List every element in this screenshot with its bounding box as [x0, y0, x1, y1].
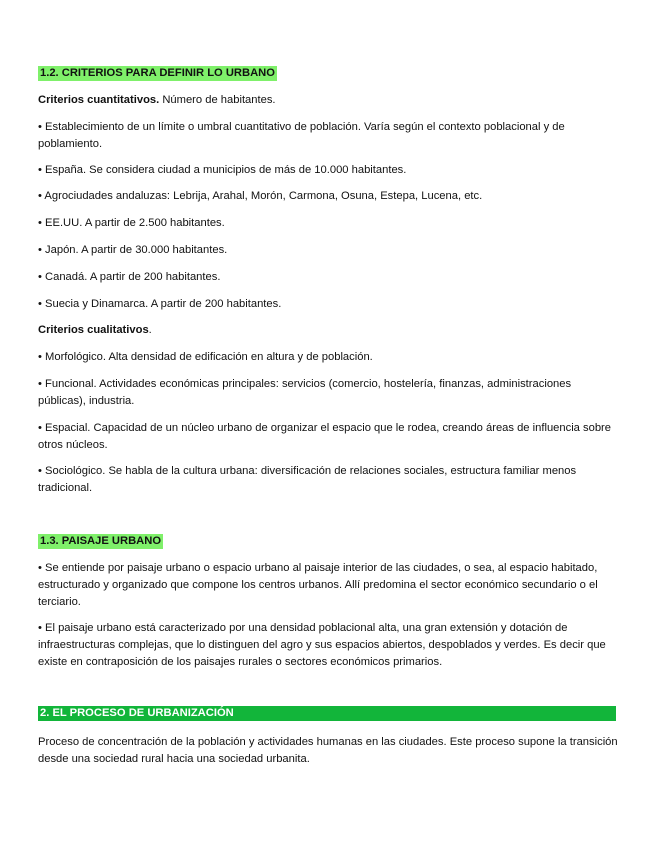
- bullet-paragraph: • Suecia y Dinamarca. A partir de 200 habitantes.: [38, 298, 282, 310]
- bullet-paragraph: • Japón. A partir de 30.000 habitantes.: [38, 244, 228, 256]
- section-heading-1-3: [38, 533, 618, 550]
- bullet-paragraph: • Funcional. Actividades económicas principales: servicios (comercio, hostelería, finanzas, administraciones públicas), industria.: [38, 378, 572, 407]
- heading-highlight-bar: 2. EL PROCESO DE URBANIZACIÓN: [38, 706, 616, 721]
- bullet-paragraph: • EE.UU. A partir de 2.500 habitantes.: [38, 217, 225, 229]
- paragraph-criterios-cualitativos: [38, 322, 618, 339]
- paragraph-text: .: [148, 324, 152, 336]
- bullet-paragraph: • Agrociudades andaluzas: Lebrija, Arahal, Morón, Carmona, Osuna, Estepa, Lucena, etc.: [38, 190, 483, 202]
- bold-label: Criterios cualitativos: [38, 324, 149, 336]
- bullet-paragraph: • Sociológico. Se habla de la cultura urbana: diversificación de relaciones sociales, estructura familiar menos tradicional.: [38, 465, 577, 494]
- bullet-paragraph: • Canadá. A partir de 200 habitantes.: [38, 271, 221, 283]
- bullet-paragraph: • Morfológico. Alta densidad de edificación en altura y de población.: [38, 351, 373, 363]
- section-heading-2: [38, 706, 618, 721]
- bullet-paragraph: • España. Se considera ciudad a municipios de más de 10.000 habitantes.: [38, 164, 407, 176]
- bullet-paragraph: • Se entiende por paisaje urbano o espacio urbano al paisaje interior de las ciudades, o sea, al espacio habitado, estructurado y organizado que compone los centros urbanos. Allí predomina el sector económico secundario o el terciario.: [38, 562, 598, 608]
- bullet-paragraph: • Espacial. Capacidad de un núcleo urbano de organizar el espacio que le rodea, creando áreas de influencia sobre otros núcleos.: [38, 422, 611, 451]
- heading-highlight: 1.3. PAISAJE URBANO: [40, 535, 162, 547]
- bullet-paragraph: • Establecimiento de un límite o umbral cuantitativo de población. Varía según el contexto poblacional y de poblamiento.: [38, 121, 565, 150]
- section-heading-1-2: [38, 65, 618, 82]
- paragraph-criterios-cuantitativos: [38, 92, 618, 109]
- paragraph: Proceso de concentración de la población y actividades humanas en las ciudades. Este proceso supone la transición desde una sociedad rural hacia una sociedad urbanita.: [38, 736, 618, 765]
- bold-label: Criterios cuantitativos.: [38, 94, 160, 106]
- paragraph-text: Número de habitantes.: [159, 94, 276, 106]
- bullet-paragraph: • El paisaje urbano está caracterizado por una densidad poblacional alta, una gran extensión y dotación de infraestructuras complejas, que lo distinguen del agro y sus espacios abiertos, despoblados y verdes. Es decir que existe en contraposición de los paisajes rurales o sectores económicos primarios.: [38, 622, 606, 668]
- heading-highlight: 1.2. CRITERIOS PARA DEFINIR LO URBANO: [40, 67, 275, 79]
